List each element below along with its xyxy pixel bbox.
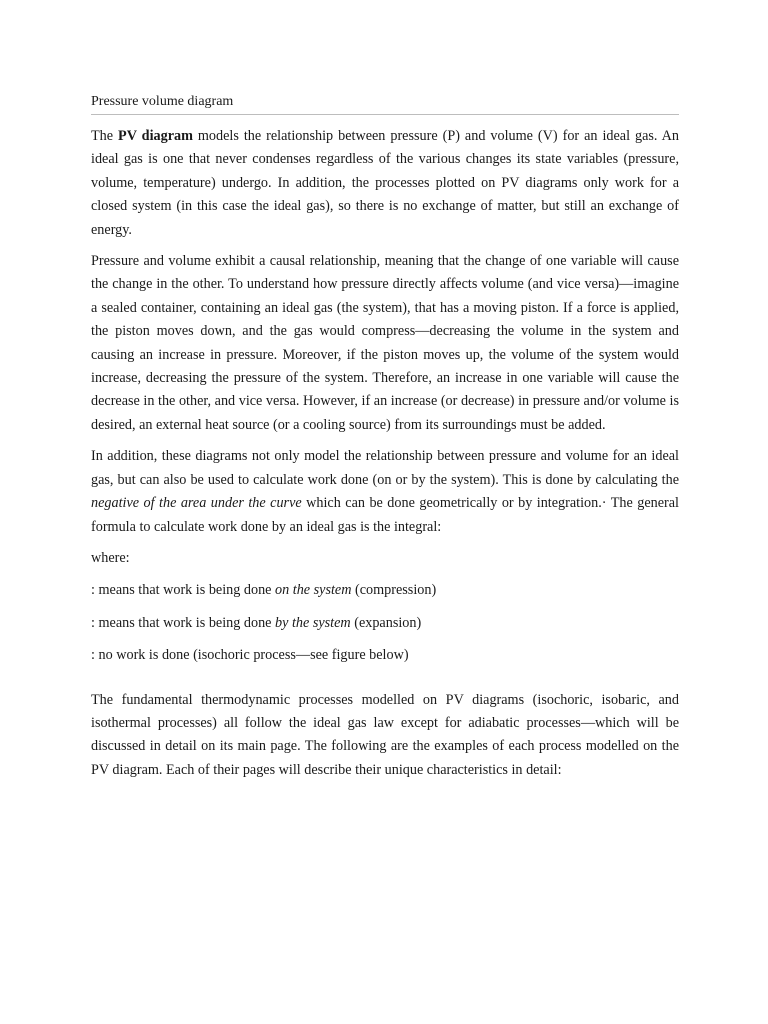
document-page bbox=[91, 92, 679, 790]
page-title: Pressure volume diagram bbox=[91, 92, 679, 115]
case-compression bbox=[91, 579, 679, 602]
paragraph-text: The bbox=[91, 128, 119, 144]
paragraph-text: models the relationship between pressure (P) and volume (V) for an ideal gas. An ideal gas is one that never condenses regardless of the various changes its state variables (pressure, volume, temperature) undergo. In addition, the processes plotted on PV diagrams only work for a closed system (in this case the ideal gas), so there is no exchange of matter, but still an exchange of energy. bbox=[91, 128, 680, 238]
case-text: (compression) bbox=[351, 582, 437, 599]
paragraph-text: which can be done geometrically or by integration.· The general formula to calculate work done by an ideal gas is the integral: bbox=[91, 495, 679, 535]
italic-term: on the system bbox=[275, 582, 352, 599]
paragraph-text: In addition, these diagrams not only model the relationship between pressure and volume for an ideal gas, but can also be used to calculate work done (on or by the system). This is done by calculating the bbox=[91, 448, 679, 488]
italic-term: by the system bbox=[275, 614, 351, 631]
case-expansion bbox=[91, 612, 679, 635]
bold-term: PV diagram bbox=[118, 128, 193, 144]
case-text: : means that work is being done bbox=[91, 582, 276, 599]
case-text: : means that work is being done bbox=[91, 614, 276, 631]
paragraph-pv-intro bbox=[91, 125, 679, 242]
paragraph-processes: The fundamental thermodynamic processes modelled on PV diagrams (isochoric, isobaric, and isothermal processes) all follow the ideal gas law except for adiabatic processes—which will be discussed in detail on its main page. The following are the examples of each process modelled on the PV diagram. Each of their pages will describe their unique characteristics in detail: bbox=[91, 691, 679, 778]
where-label: where: bbox=[91, 549, 130, 566]
case-no-work: : no work is done (isochoric process—see figure below) bbox=[91, 647, 409, 664]
italic-term: negative of the area under the curve bbox=[91, 495, 302, 512]
paragraph-causal-relationship: Pressure and volume exhibit a causal relationship, meaning that the change of one variable will cause the change in the other. To understand how pressure directly affects volume (and vice versa)—imagine a sealed container, containing an ideal gas (the system), that has a moving piston. If a force is applied, the piston moves down, and the gas would compress—decreasing the volume in the system and causing an increase in pressure. Moreover, if the piston moves up, the volume of the system would increase, decreasing the pressure of the system. Therefore, an increase in one variable will cause the decrease in the other, and vice versa. However, if an increase (or decrease) in pressure and/or volume is desired, an external heat source (or a cooling source) from its surroundings must be added. bbox=[91, 253, 679, 433]
case-text: (expansion) bbox=[350, 614, 422, 631]
paragraph-work-done bbox=[91, 445, 679, 539]
